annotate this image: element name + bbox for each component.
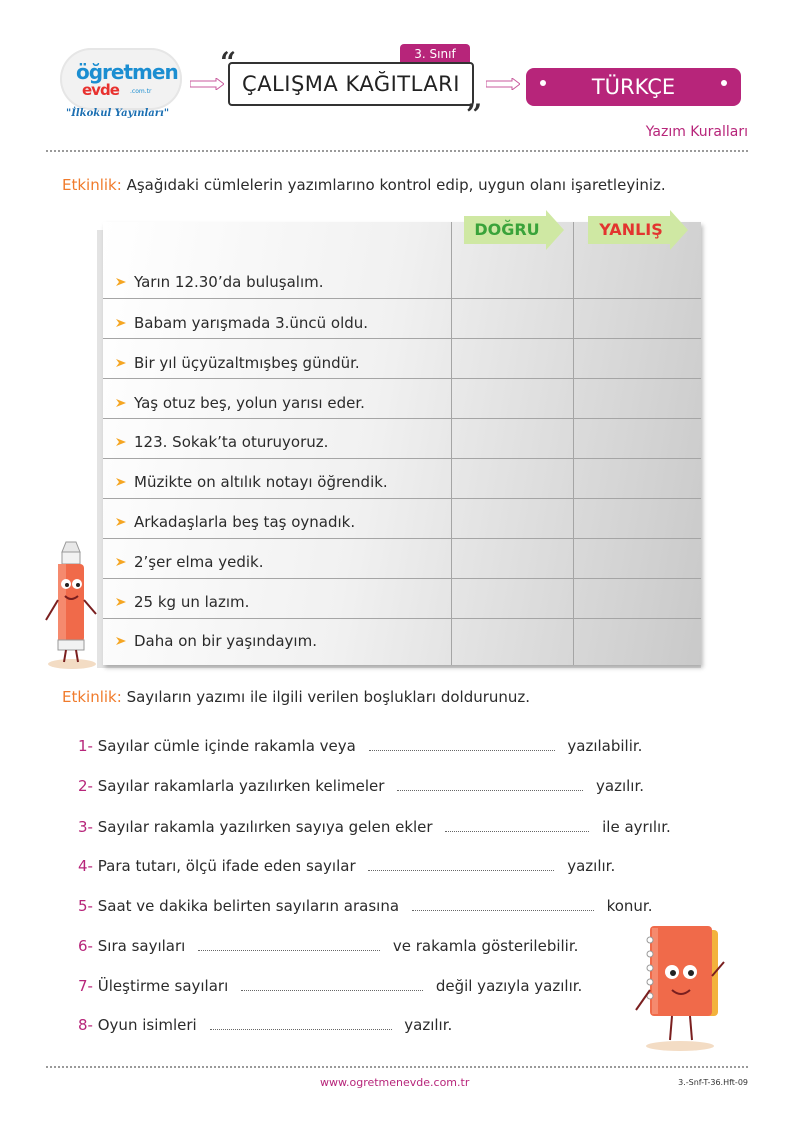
- sentence-text: 25 kg un lazım.: [134, 593, 250, 611]
- item-text-before: Sayılar rakamla yazılırken sayıya gelen ekler: [97, 818, 433, 836]
- quote-open-mark: “: [220, 46, 237, 79]
- sentence-row: [116, 632, 317, 650]
- fill-item: [78, 1016, 452, 1034]
- sentence-text: Babam yarışmada 3.üncü oldu.: [134, 314, 369, 332]
- item-text-before: Sıra sayıları: [97, 937, 186, 955]
- item-text-after: ve rakamla gösterilebilir.: [392, 937, 579, 955]
- sentence-row: [116, 314, 368, 332]
- arrow-bullet-icon: [116, 635, 128, 647]
- item-text-after: yazılabilir.: [567, 737, 643, 755]
- item-number: 6-: [78, 937, 93, 955]
- arrow-bullet-icon: [116, 276, 128, 288]
- item-number: 5-: [78, 897, 93, 915]
- item-text-after: değil yazıyla yazılır.: [435, 977, 583, 995]
- arrow-bullet-icon: [116, 317, 128, 329]
- sentence-text: Yarın 12.30’da buluşalım.: [134, 273, 324, 291]
- bullet-dot-icon: [721, 80, 727, 86]
- sentence-text: Bir yıl üçyüzaltmışbeş gündür.: [134, 354, 360, 372]
- arrow-bullet-icon: [116, 476, 128, 488]
- row-divider: [103, 418, 701, 419]
- item-number: 1-: [78, 737, 93, 755]
- logo-brand-main: öğretmen: [76, 60, 178, 84]
- divider: [46, 1066, 748, 1068]
- arrow-bullet-icon: [116, 516, 128, 528]
- item-text-before: Sayılar rakamlarla yazılırken kelimeler: [97, 777, 385, 795]
- row-divider: [103, 618, 701, 619]
- row-divider: [103, 578, 701, 579]
- true-column-header: [464, 210, 564, 250]
- answer-blank[interactable]: [368, 861, 554, 871]
- item-number: 7-: [78, 977, 93, 995]
- subject-badge: [526, 68, 741, 106]
- topic-label: Yazım Kuralları: [645, 124, 748, 140]
- item-text-after: konur.: [606, 897, 653, 915]
- row-divider: [103, 458, 701, 459]
- grade-badge: 3. Sınıf: [400, 44, 470, 64]
- answer-blank[interactable]: [198, 941, 380, 951]
- footer-url: www.ogretmenevde.com.tr: [320, 1076, 470, 1089]
- arrow-bullet-icon: [116, 556, 128, 568]
- item-number: 3-: [78, 818, 93, 836]
- sentence-row: [116, 394, 365, 412]
- arrow-bullet-icon: [116, 397, 128, 409]
- row-divider: [103, 378, 701, 379]
- logo-brand-domain: .com.tr: [130, 88, 152, 95]
- item-text-after: yazılır.: [596, 777, 645, 795]
- answer-blank[interactable]: [445, 822, 589, 832]
- arrow-bullet-icon: [116, 357, 128, 369]
- false-column-header: [588, 210, 688, 250]
- activity-instruction-text: Sayıların yazımı ile ilgili verilen boşlukları doldurunuz.: [121, 688, 531, 706]
- activity1-instruction: [62, 176, 666, 194]
- fill-item: [78, 897, 653, 915]
- answer-blank[interactable]: [241, 981, 423, 991]
- item-text-before: Üleştirme sayıları: [97, 977, 229, 995]
- worksheet-title: ÇALIŞMA KAĞITLARI: [228, 62, 474, 106]
- arrow-bullet-icon: [116, 436, 128, 448]
- sentence-row: [116, 553, 264, 571]
- answer-blank[interactable]: [412, 901, 594, 911]
- item-number: 8-: [78, 1016, 93, 1034]
- arrow-bullet-icon: [116, 596, 128, 608]
- item-text-after: ile ayrılır.: [602, 818, 671, 836]
- fill-item: [78, 818, 671, 836]
- sentence-text: Yaş otuz beş, yolun yarısı eder.: [134, 394, 365, 412]
- column-divider: [451, 222, 452, 665]
- subject-label: TÜRKÇE: [591, 75, 676, 99]
- row-divider: [103, 538, 701, 539]
- true-column-label: DOĞRU: [474, 220, 540, 239]
- row-divider: [103, 498, 701, 499]
- header-arrow-icon: [190, 78, 224, 90]
- column-divider: [573, 222, 574, 665]
- sentence-row: [116, 273, 324, 291]
- sentence-text: Arkadaşlarla beş taş oynadık.: [134, 513, 356, 531]
- sentence-row: [116, 593, 249, 611]
- item-text-after: yazılır.: [404, 1016, 453, 1034]
- fill-item: [78, 737, 642, 755]
- sentence-row: [116, 433, 328, 451]
- row-divider: [103, 298, 701, 299]
- sentence-row: [116, 513, 355, 531]
- item-text-after: yazılır.: [567, 857, 616, 875]
- sentence-row: [116, 354, 360, 372]
- activity-instruction-text: Aşağıdaki cümlelerin yazımlarıno kontrol edip, uygun olanı işaretleyiniz.: [121, 176, 666, 194]
- sentence-text: Daha on bir yaşındayım.: [134, 632, 317, 650]
- item-number: 2-: [78, 777, 93, 795]
- logo-brand-sub: evde: [82, 81, 119, 99]
- item-text-before: Oyun isimleri: [97, 1016, 197, 1034]
- row-divider: [103, 338, 701, 339]
- item-text-before: Saat ve dakika belirten sayıların arasına: [97, 897, 400, 915]
- answer-blank[interactable]: [369, 741, 555, 751]
- answer-blank[interactable]: [397, 781, 583, 791]
- item-text-before: Sayılar cümle içinde rakamla veya: [97, 737, 356, 755]
- activity-label: Etkinlik:: [62, 176, 122, 194]
- item-number: 4-: [78, 857, 93, 875]
- answer-blank[interactable]: [210, 1020, 392, 1030]
- quote-close-mark: ”: [466, 98, 483, 131]
- sentence-row: [116, 473, 388, 491]
- fill-item: [78, 857, 615, 875]
- activity-label: Etkinlik:: [62, 688, 122, 706]
- fill-item: [78, 977, 582, 995]
- divider: [46, 150, 748, 152]
- false-column-label: YANLIŞ: [599, 220, 663, 239]
- notebook-mascot-icon: [632, 920, 728, 1052]
- sentence-text: Müzikte on altılık notayı öğrendik.: [134, 473, 388, 491]
- publisher-logo: [60, 48, 190, 128]
- header-arrow-icon: [486, 78, 520, 90]
- fill-item: [78, 937, 578, 955]
- activity2-instruction: [62, 688, 530, 706]
- logo-tagline: "İlkokul Yayınları": [66, 108, 170, 119]
- sentence-text: 2’şer elma yedik.: [134, 553, 264, 571]
- footer-code: 3.-Snf-T-36.Hft-09: [678, 1078, 748, 1087]
- item-text-before: Para tutarı, ölçü ifade eden sayılar: [97, 857, 356, 875]
- pencil-mascot-icon: [40, 540, 102, 670]
- bullet-dot-icon: [540, 80, 546, 86]
- sentence-text: 123. Sokak’ta oturuyoruz.: [134, 433, 329, 451]
- fill-item: [78, 777, 644, 795]
